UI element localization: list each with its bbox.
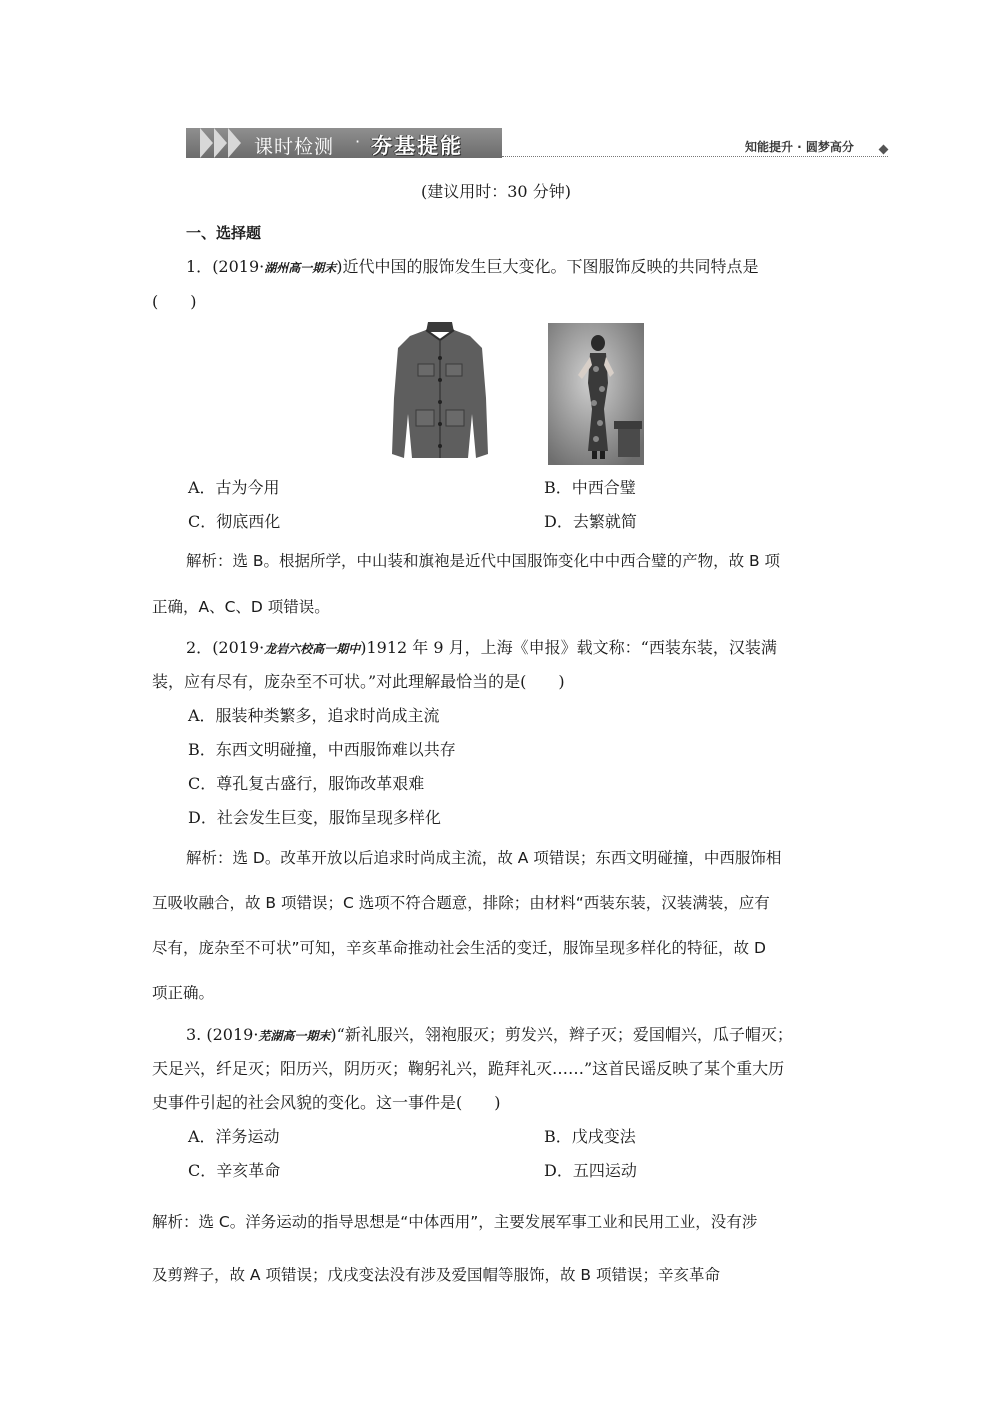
q2-source: 龙岩六校高一期中 [264,642,361,656]
q3-stem-line2: 天足兴，纤足灭；阳历兴，阴历灭；鞠躬礼兴，跪拜礼灭……”这首民谣反映了某个重大历 [152,1059,785,1078]
q2-option-a: A．服装种类繁多，追求时尚成主流 [188,706,440,725]
q1-source-close: ) [336,257,343,276]
q1-number: 1． [186,257,213,276]
q2-stem-line1: 1912 年 9 月，上海《申报》载文称：“西装东装，汉装满 [366,638,777,657]
q2-source-open: (2019· [212,638,265,657]
q2-analysis-line: 尽有，庞杂至不可状”可知，辛亥革命推动社会生活的变迁，服饰呈现多样化的特征，故 D [152,939,766,957]
chevron-right-icon [214,128,227,158]
q2-number: 2． [186,638,213,657]
q1-option-b: B．中西合璧 [544,478,636,497]
q1-source: 湖州高一期末 [264,261,337,275]
banner-title: 课时检测 [254,136,335,158]
q1-blank: ( ) [152,292,197,311]
q2-analysis-line: 互吸收融合，故 B 项错误；C 选项不符合题意，排除；由材料“西装东装，汉装满装，应有 [152,894,770,912]
chevron-right-icon [228,128,241,158]
q2-option-d: D．社会发生巨变，服饰呈现多样化 [188,808,441,827]
chevron-right-icon [200,128,213,158]
q3-analysis-line: 及剪辫子，故 A 项错误；戊戌变法没有涉及爱国帽等服饰，故 B 项错误；辛亥革命 [152,1266,720,1284]
q3-option-c: C．辛亥革命 [188,1161,281,1180]
q2-stem-line2: 装，应有尽有，庞杂至不可状。”对此理解最恰当的是( ) [152,672,565,691]
q2-analysis-line: 解析：选 D。改革开放以后追求时尚成主流，故 A 项错误；东西文明碰撞，中西服饰相 [186,849,782,867]
q3-option-a: A．洋务运动 [188,1127,280,1146]
q3-number: 3. [186,1025,207,1044]
q3-source-open: (2019· [206,1025,259,1044]
q1-analysis-line: 正确，A、C、D 项错误。 [152,598,330,616]
q2-option-b: B．东西文明碰撞，中西服饰难以共存 [188,740,456,759]
header-tagline: 知能提升 · 圆梦高分 [745,140,854,154]
time-hint: (建议用时：30 分钟) [421,182,571,201]
banner-subtitle: 夯基提能 [371,134,463,158]
q1-option-d: D．去繁就简 [544,512,637,531]
q2-source-close: ) [360,638,367,657]
diamond-icon [879,145,889,155]
q1-stem-text: 近代中国的服饰发生巨大变化。下图服饰反映的共同特点是 [342,257,759,276]
q2-stem [186,638,777,659]
q1-option-c: C．彻底西化 [188,512,281,531]
zhongshan-suit-image [390,318,490,466]
q1-analysis-line: 解析：选 B。根据所学，中山装和旗袍是近代中国服饰变化中中西合璧的产物，故 B 项 [186,552,781,570]
q3-source: 芜湖高一期末 [258,1029,331,1043]
q3-stem-line3: 史事件引起的社会风貌的变化。这一事件是( ) [152,1093,501,1112]
q3-stem-line1: “新礼服兴，翎袍服灭；剪发兴，辫子灭；爱国帽兴，瓜子帽灭； [336,1025,793,1044]
q1-source-open: (2019· [212,257,265,276]
section-banner [186,128,502,158]
header-divider [502,156,888,157]
banner-dot: · [355,132,361,151]
q1-stem [186,257,759,278]
q3-analysis-line: 解析：选 C。洋务运动的指导思想是“中体西用”，主要发展军事工业和民用工业，没有涉 [152,1213,758,1231]
q3-option-b: B．戊戌变法 [544,1127,636,1146]
q3-stem [186,1025,793,1046]
q2-option-c: C．尊孔复古盛行，服饰改革艰难 [188,774,425,793]
qipao-photo-image [548,323,644,465]
section-label: 一、选择题 [186,224,262,242]
q3-option-d: D．五四运动 [544,1161,637,1180]
q1-option-a: A．古为今用 [188,478,280,497]
q2-analysis-line: 项正确。 [152,984,215,1002]
q3-source-close: ) [330,1025,337,1044]
